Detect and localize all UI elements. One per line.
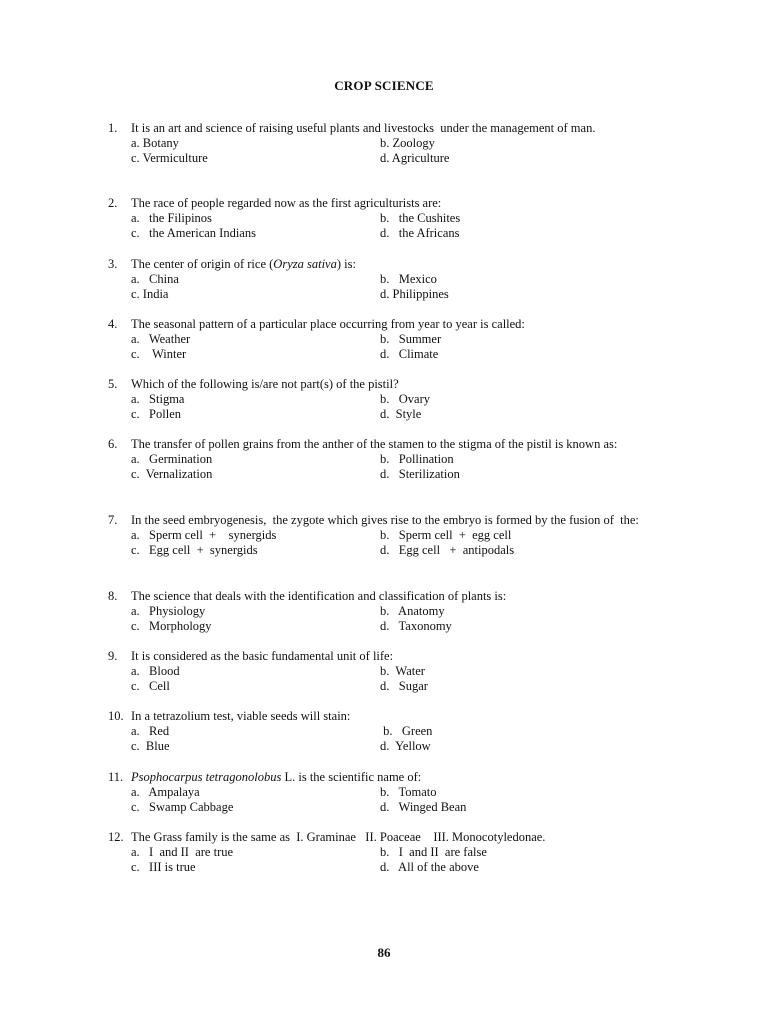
choice-c: c. Winter xyxy=(131,347,187,362)
choice-b: b. Water xyxy=(380,664,425,679)
choice-c: c. Pollen xyxy=(131,407,181,422)
question-11 xyxy=(108,770,668,816)
choice-b: b. Zoology xyxy=(380,136,435,151)
question-number: 3. xyxy=(108,257,118,271)
question-text: Psophocarpus tetragonolobus L. is the scientific name of: xyxy=(131,770,422,784)
choice-c: c. the American Indians xyxy=(131,226,256,241)
choice-b: b. Green xyxy=(380,724,433,739)
choices xyxy=(131,272,668,302)
choice-b: b. the Cushites xyxy=(380,211,461,226)
question-5 xyxy=(108,377,668,423)
choice-d: d. Agriculture xyxy=(380,151,450,166)
choice-c: c. Morphology xyxy=(131,619,212,634)
choices xyxy=(131,452,668,482)
question-text: The seasonal pattern of a particular place occurring from year to year is called: xyxy=(131,317,525,331)
choice-a: a. China xyxy=(131,272,179,287)
question-number: 5. xyxy=(108,377,118,391)
question-6 xyxy=(108,437,668,483)
choice-c: c. Egg cell + synergids xyxy=(131,543,258,558)
question-number: 10. xyxy=(108,709,124,723)
choice-a: a. Ampalaya xyxy=(131,785,200,800)
choice-d: d. Philippines xyxy=(380,287,449,302)
choices xyxy=(131,211,668,241)
question-text: The center of origin of rice (Oryza sativa) is: xyxy=(131,257,356,271)
choice-a: a. Sperm cell + synergids xyxy=(131,528,277,543)
question-number: 2. xyxy=(108,196,118,210)
choices xyxy=(131,392,668,422)
question-number: 11. xyxy=(108,770,124,784)
choice-a: a. Red xyxy=(131,724,170,739)
question-number: 6. xyxy=(108,437,118,451)
choice-c: c. Blue xyxy=(131,739,170,754)
choice-d: d. Climate xyxy=(380,347,439,362)
choice-d: d. Sugar xyxy=(380,679,428,694)
choices xyxy=(131,845,668,875)
choice-d: d. Taxonomy xyxy=(380,619,452,634)
choice-b: b. I and II are false xyxy=(380,845,487,860)
choice-c: c. India xyxy=(131,287,169,302)
question-number: 12. xyxy=(108,830,124,844)
choice-a: a. Blood xyxy=(131,664,180,679)
choice-b: b. Ovary xyxy=(380,392,430,407)
choice-c: c. Vernalization xyxy=(131,467,213,482)
choice-d: d. Sterilization xyxy=(380,467,460,482)
choice-a: a. Physiology xyxy=(131,604,206,619)
choice-d: d. Egg cell + antipodals xyxy=(380,543,515,558)
question-number: 1. xyxy=(108,121,118,135)
question-text: It is considered as the basic fundamental unit of life: xyxy=(131,649,394,663)
choice-c: c. III is true xyxy=(131,860,196,875)
question-10 xyxy=(108,709,668,755)
scientific-name: Oryza sativa xyxy=(273,257,337,271)
choice-b: b. Anatomy xyxy=(380,604,445,619)
choice-d: d. Yellow xyxy=(380,739,431,754)
choice-b: b. Tomato xyxy=(380,785,437,800)
choice-a: a. Germination xyxy=(131,452,213,467)
choice-b: b. Sperm cell + egg cell xyxy=(380,528,512,543)
choice-d: d. Winged Bean xyxy=(380,800,467,815)
question-text: The race of people regarded now as the first agriculturists are: xyxy=(131,196,442,210)
question-4 xyxy=(108,317,668,363)
question-text: It is an art and science of raising useful plants and livestocks under the management of man. xyxy=(131,121,596,135)
page-number: 86 xyxy=(377,945,391,960)
choice-c: c. Swamp Cabbage xyxy=(131,800,234,815)
question-text: Which of the following is/are not part(s) of the pistil? xyxy=(131,377,399,391)
scientific-name: Psophocarpus tetragonolobus xyxy=(131,770,282,784)
choice-d: d. the Africans xyxy=(380,226,460,241)
choice-a: a. Weather xyxy=(131,332,191,347)
choice-b: b. Mexico xyxy=(380,272,437,287)
question-9 xyxy=(108,649,668,695)
choice-a: a. I and II are true xyxy=(131,845,234,860)
choice-a: a. Botany xyxy=(131,136,179,151)
question-1 xyxy=(108,121,668,167)
choice-d: d. Style xyxy=(380,407,422,422)
choice-c: c. Vermiculture xyxy=(131,151,208,166)
question-number: 9. xyxy=(108,649,118,663)
question-2 xyxy=(108,196,668,242)
choices xyxy=(131,528,668,558)
choices xyxy=(131,604,668,634)
choices xyxy=(131,664,668,694)
question-12 xyxy=(108,830,668,876)
choice-b: b. Summer xyxy=(380,332,442,347)
choice-d: d. All of the above xyxy=(380,860,479,875)
question-text: The Grass family is the same as I. Graminae II. Poaceae III. Monocotyledonae. xyxy=(131,830,546,844)
question-text: The science that deals with the identification and classification of plants is: xyxy=(131,589,507,603)
question-number: 8. xyxy=(108,589,118,603)
choices xyxy=(131,136,668,166)
choices xyxy=(131,332,668,362)
question-number: 4. xyxy=(108,317,118,331)
choice-a: a. the Filipinos xyxy=(131,211,212,226)
choice-b: b. Pollination xyxy=(380,452,454,467)
question-text: The transfer of pollen grains from the anther of the stamen to the stigma of the pistil is known as: xyxy=(131,437,618,451)
choice-c: c. Cell xyxy=(131,679,170,694)
question-text: In the seed embryogenesis, the zygote which gives rise to the embryo is formed by the fusion of the: xyxy=(131,513,639,527)
question-number: 7. xyxy=(108,513,118,527)
choices xyxy=(131,785,668,815)
question-8 xyxy=(108,589,668,635)
choice-a: a. Stigma xyxy=(131,392,185,407)
question-text: In a tetrazolium test, viable seeds will stain: xyxy=(131,709,351,723)
question-3 xyxy=(108,257,668,303)
document-title: CROP SCIENCE xyxy=(334,78,434,93)
question-7 xyxy=(108,513,668,559)
choices xyxy=(131,724,668,754)
